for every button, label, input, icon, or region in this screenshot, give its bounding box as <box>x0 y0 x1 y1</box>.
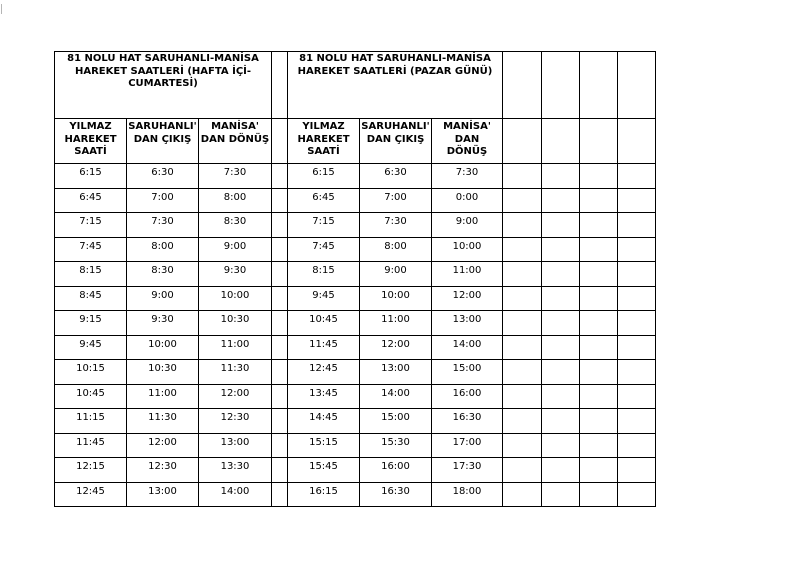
sunday-time-cell <box>288 286 360 311</box>
sunday-title: 81 NOLU HAT SARUHANLI-MANİSA HAREKET SAATLERİ (PAZAR GÜNÜ) <box>297 53 493 77</box>
empty-cell <box>618 286 656 311</box>
time-value: 10:30 <box>220 314 250 325</box>
time-value: 17:30 <box>452 461 482 472</box>
empty-cell <box>542 360 580 385</box>
empty-cell <box>580 335 618 360</box>
empty-cell <box>618 384 656 409</box>
sunday-time-cell <box>288 188 360 213</box>
sunday-time-cell <box>432 384 503 409</box>
sunday-time-cell <box>288 213 360 238</box>
spacer-cell <box>272 409 288 434</box>
time-value: 6:15 <box>312 167 335 178</box>
time-value: 17:00 <box>452 436 482 448</box>
spacer-cell <box>272 384 288 409</box>
schedule-row <box>55 188 656 213</box>
empty-cell <box>503 360 542 385</box>
weekday-time-cell <box>199 286 272 311</box>
time-value: 7:30 <box>151 216 174 227</box>
time-value: 15:00 <box>381 412 410 423</box>
time-value: 10:30 <box>148 363 177 374</box>
empty-cell <box>503 409 542 434</box>
time-value: 6:15 <box>79 167 102 178</box>
column-header: SARUHANLI' DAN ÇIKIŞ <box>127 119 199 164</box>
empty-cell <box>542 458 580 483</box>
sunday-time-cell <box>288 482 360 506</box>
time-value: 8:00 <box>384 240 407 252</box>
time-value: 12:30 <box>220 412 250 423</box>
weekday-time-cell <box>55 409 127 434</box>
time-value: 9:45 <box>79 338 102 350</box>
time-value: 9:30 <box>223 265 247 276</box>
time-value: 11:30 <box>148 412 177 423</box>
sunday-time-cell <box>360 262 432 287</box>
empty-cell <box>503 213 542 238</box>
empty-cell <box>542 482 580 506</box>
weekday-time-cell <box>55 335 127 360</box>
empty-cell <box>580 164 618 189</box>
spacer-cell <box>272 311 288 336</box>
sunday-time-cell <box>360 360 432 385</box>
empty-cell <box>542 335 580 360</box>
sunday-time-cell <box>360 409 432 434</box>
column-header: SARUHANLI' DAN ÇIKIŞ <box>360 119 432 164</box>
empty-cell <box>503 433 542 458</box>
sunday-time-cell <box>288 164 360 189</box>
weekday-time-cell <box>199 458 272 483</box>
weekday-time-cell <box>199 164 272 189</box>
empty-cell <box>503 384 542 409</box>
title-row <box>55 52 656 119</box>
empty-cell <box>618 458 656 483</box>
time-value: 9:00 <box>455 216 479 227</box>
sunday-time-cell <box>360 213 432 238</box>
sunday-time-cell <box>432 286 503 311</box>
weekday-time-cell <box>199 482 272 506</box>
sunday-time-cell <box>288 458 360 483</box>
schedule-row <box>55 262 656 287</box>
time-value: 6:45 <box>79 191 102 203</box>
time-value: 14:00 <box>452 338 482 350</box>
time-value: 12:00 <box>148 436 177 448</box>
time-value: 12:00 <box>381 338 410 350</box>
sunday-time-cell <box>288 335 360 360</box>
weekday-title: 81 NOLU HAT SARUHANLI-MANİSA HAREKET SAATLERİ (HAFTA İÇİ-CUMARTESİ) <box>67 53 259 89</box>
time-value: 13:30 <box>220 461 250 472</box>
empty-cell <box>542 384 580 409</box>
time-value: 11:30 <box>220 363 250 374</box>
time-value: 11:45 <box>309 338 338 350</box>
time-value: 7:15 <box>312 216 335 227</box>
sunday-time-cell <box>360 433 432 458</box>
empty-cell <box>542 213 580 238</box>
column-header: MANİSA' DAN DÖNÜŞ <box>199 119 272 164</box>
weekday-time-cell <box>199 188 272 213</box>
time-value: 12:00 <box>220 387 250 399</box>
empty-cell <box>580 262 618 287</box>
column-header: MANİSA' DAN DÖNÜŞ <box>432 119 503 164</box>
weekday-time-cell <box>127 433 199 458</box>
weekday-time-cell <box>199 433 272 458</box>
time-value: 15:00 <box>452 363 482 374</box>
weekday-time-cell <box>127 213 199 238</box>
time-value: 9:15 <box>79 314 102 325</box>
empty-cell <box>503 262 542 287</box>
sunday-time-cell <box>432 433 503 458</box>
spacer-cell <box>272 164 288 189</box>
time-value: 12:30 <box>148 461 177 472</box>
weekday-title-cell <box>55 52 272 119</box>
weekday-time-cell <box>199 237 272 262</box>
time-value: 11:00 <box>452 265 482 276</box>
weekday-time-cell <box>127 311 199 336</box>
empty-cell <box>542 188 580 213</box>
spacer-cell <box>272 458 288 483</box>
weekday-time-cell <box>199 335 272 360</box>
empty-cell <box>503 237 542 262</box>
time-value: 11:00 <box>148 387 177 399</box>
time-value: 7:30 <box>384 216 407 227</box>
time-value: 8:30 <box>223 216 247 227</box>
time-value: 7:00 <box>384 191 407 203</box>
time-value: 8:00 <box>151 240 174 252</box>
sunday-time-cell <box>432 311 503 336</box>
sunday-time-cell <box>360 164 432 189</box>
empty-cell <box>618 52 656 119</box>
empty-cell <box>542 311 580 336</box>
time-value: 13:00 <box>452 314 482 325</box>
weekday-time-cell <box>55 458 127 483</box>
sunday-time-cell <box>432 164 503 189</box>
empty-cell <box>503 311 542 336</box>
empty-cell <box>580 286 618 311</box>
empty-cell <box>618 433 656 458</box>
sunday-time-cell <box>288 409 360 434</box>
weekday-time-cell <box>127 409 199 434</box>
empty-cell <box>580 213 618 238</box>
sunday-time-cell <box>288 433 360 458</box>
time-value: 11:00 <box>381 314 410 325</box>
empty-cell <box>580 409 618 434</box>
spacer-cell <box>272 262 288 287</box>
time-value: 7:45 <box>79 240 102 252</box>
weekday-time-cell <box>199 213 272 238</box>
spacer-cell <box>272 52 288 119</box>
time-value: 14:45 <box>309 412 338 423</box>
time-value: 8:00 <box>223 191 247 203</box>
time-value: 9:45 <box>312 289 335 301</box>
empty-cell <box>503 286 542 311</box>
empty-cell <box>580 384 618 409</box>
time-value: 7:30 <box>223 167 247 178</box>
empty-cell <box>618 335 656 360</box>
spacer-cell <box>272 188 288 213</box>
time-value: 8:45 <box>79 289 102 301</box>
sunday-title-cell <box>288 52 503 119</box>
empty-cell <box>580 360 618 385</box>
time-value: 9:00 <box>151 289 174 301</box>
time-value: 14:00 <box>381 387 410 399</box>
sunday-time-cell <box>360 188 432 213</box>
time-value: 7:30 <box>455 167 479 178</box>
weekday-time-cell <box>199 311 272 336</box>
spacer-cell <box>272 360 288 385</box>
empty-cell <box>618 164 656 189</box>
empty-cell <box>618 360 656 385</box>
weekday-time-cell <box>55 384 127 409</box>
sunday-time-cell <box>288 262 360 287</box>
empty-cell <box>503 119 542 164</box>
weekday-time-cell <box>127 482 199 506</box>
weekday-time-cell <box>127 360 199 385</box>
sunday-time-cell <box>432 409 503 434</box>
time-value: 15:15 <box>309 436 338 448</box>
schedule-row <box>55 360 656 385</box>
time-value: 13:00 <box>381 363 410 374</box>
weekday-time-cell <box>127 384 199 409</box>
sunday-time-cell <box>360 458 432 483</box>
sunday-time-cell <box>432 458 503 483</box>
column-header: YILMAZ HAREKET SAATİ <box>288 119 360 164</box>
weekday-time-cell <box>55 433 127 458</box>
spacer-cell <box>272 286 288 311</box>
spacer-cell <box>272 237 288 262</box>
sunday-time-cell <box>288 237 360 262</box>
time-value: 12:00 <box>452 289 482 301</box>
empty-cell <box>618 482 656 506</box>
time-value: 13:00 <box>148 485 177 497</box>
sunday-time-cell <box>432 188 503 213</box>
schedule-row <box>55 164 656 189</box>
weekday-time-cell <box>199 409 272 434</box>
time-value: 14:00 <box>220 485 250 497</box>
time-value: 16:00 <box>381 461 410 472</box>
time-value: 6:30 <box>151 167 174 178</box>
spacer-cell <box>272 119 288 164</box>
spacer-cell <box>272 213 288 238</box>
spacer-cell <box>272 335 288 360</box>
time-value: 10:45 <box>76 387 105 399</box>
sunday-time-cell <box>432 335 503 360</box>
schedule-row <box>55 286 656 311</box>
sunday-time-cell <box>360 335 432 360</box>
empty-cell <box>542 164 580 189</box>
time-value: 9:30 <box>151 314 174 325</box>
empty-cell <box>618 119 656 164</box>
spacer-cell <box>272 433 288 458</box>
time-value: 10:00 <box>220 289 250 301</box>
time-value: 10:45 <box>309 314 338 325</box>
time-value: 10:15 <box>76 363 105 374</box>
weekday-time-cell <box>199 360 272 385</box>
time-value: 11:00 <box>220 338 250 350</box>
weekday-time-cell <box>55 286 127 311</box>
empty-cell <box>580 482 618 506</box>
weekday-time-cell <box>55 311 127 336</box>
time-value: 16:15 <box>309 485 338 497</box>
empty-cell <box>542 433 580 458</box>
weekday-time-cell <box>127 286 199 311</box>
time-value: 15:45 <box>309 461 338 472</box>
time-value: 7:00 <box>151 191 174 203</box>
time-value: 7:15 <box>79 216 102 227</box>
time-value: 0:00 <box>455 191 479 203</box>
time-value: 9:00 <box>384 265 407 276</box>
sunday-time-cell <box>360 286 432 311</box>
schedule-row <box>55 335 656 360</box>
spacer-cell <box>272 482 288 506</box>
weekday-time-cell <box>199 384 272 409</box>
empty-cell <box>618 409 656 434</box>
empty-cell <box>542 262 580 287</box>
schedule-row <box>55 482 656 506</box>
column-header-row <box>55 119 656 164</box>
time-value: 16:30 <box>381 485 410 497</box>
time-value: 11:15 <box>76 412 105 423</box>
column-header: YILMAZ HAREKET SAATİ <box>55 119 127 164</box>
time-value: 18:00 <box>452 485 482 497</box>
time-value: 10:00 <box>381 289 410 301</box>
bus-schedule-table <box>54 51 656 507</box>
time-value: 6:45 <box>312 191 335 203</box>
weekday-time-cell <box>55 213 127 238</box>
empty-cell <box>618 188 656 213</box>
sunday-time-cell <box>288 311 360 336</box>
empty-cell <box>503 335 542 360</box>
time-value: 8:30 <box>151 265 174 276</box>
sunday-time-cell <box>288 384 360 409</box>
weekday-time-cell <box>127 335 199 360</box>
schedule-row <box>55 458 656 483</box>
time-value: 12:15 <box>76 461 105 472</box>
empty-cell <box>503 458 542 483</box>
time-value: 13:00 <box>220 436 250 448</box>
schedule-row <box>55 213 656 238</box>
weekday-time-cell <box>55 360 127 385</box>
time-value: 11:45 <box>76 436 105 448</box>
sunday-time-cell <box>432 262 503 287</box>
empty-cell <box>580 119 618 164</box>
empty-cell <box>618 213 656 238</box>
time-value: 6:30 <box>384 167 407 178</box>
time-value: 15:30 <box>381 436 410 448</box>
weekday-time-cell <box>55 482 127 506</box>
weekday-time-cell <box>199 262 272 287</box>
empty-cell <box>618 237 656 262</box>
weekday-time-cell <box>55 237 127 262</box>
empty-cell <box>503 482 542 506</box>
weekday-time-cell <box>55 262 127 287</box>
weekday-time-cell <box>127 262 199 287</box>
sunday-time-cell <box>360 311 432 336</box>
sunday-time-cell <box>360 384 432 409</box>
sunday-time-cell <box>288 360 360 385</box>
time-value: 9:00 <box>223 240 247 252</box>
time-value: 10:00 <box>148 338 177 350</box>
empty-cell <box>542 237 580 262</box>
empty-cell <box>580 433 618 458</box>
empty-cell <box>542 119 580 164</box>
empty-cell <box>580 458 618 483</box>
sunday-time-cell <box>360 237 432 262</box>
weekday-time-cell <box>127 164 199 189</box>
schedule-row <box>55 311 656 336</box>
time-value: 12:45 <box>76 485 105 497</box>
schedule-row <box>55 409 656 434</box>
schedule-row <box>55 384 656 409</box>
weekday-time-cell <box>55 164 127 189</box>
time-value: 8:15 <box>312 265 335 276</box>
time-value: 16:30 <box>452 412 482 423</box>
empty-cell <box>580 311 618 336</box>
empty-cell <box>503 188 542 213</box>
time-value: 16:00 <box>452 387 482 399</box>
empty-cell <box>580 188 618 213</box>
weekday-time-cell <box>127 237 199 262</box>
time-value: 10:00 <box>452 240 482 252</box>
page-edge-mark <box>1 4 2 14</box>
empty-cell <box>618 311 656 336</box>
weekday-time-cell <box>127 458 199 483</box>
empty-cell <box>580 237 618 262</box>
time-value: 12:45 <box>309 363 338 374</box>
sunday-time-cell <box>432 237 503 262</box>
schedule-row <box>55 433 656 458</box>
schedule-row <box>55 237 656 262</box>
sunday-time-cell <box>432 213 503 238</box>
sunday-time-cell <box>360 482 432 506</box>
sunday-time-cell <box>432 360 503 385</box>
empty-cell <box>542 52 580 119</box>
empty-cell <box>503 52 542 119</box>
weekday-time-cell <box>55 188 127 213</box>
weekday-time-cell <box>127 188 199 213</box>
sunday-time-cell <box>432 482 503 506</box>
empty-cell <box>618 262 656 287</box>
empty-cell <box>542 286 580 311</box>
time-value: 8:15 <box>79 265 102 276</box>
time-value: 7:45 <box>312 240 335 252</box>
empty-cell <box>580 52 618 119</box>
time-value: 13:45 <box>309 387 338 399</box>
empty-cell <box>503 164 542 189</box>
empty-cell <box>542 409 580 434</box>
